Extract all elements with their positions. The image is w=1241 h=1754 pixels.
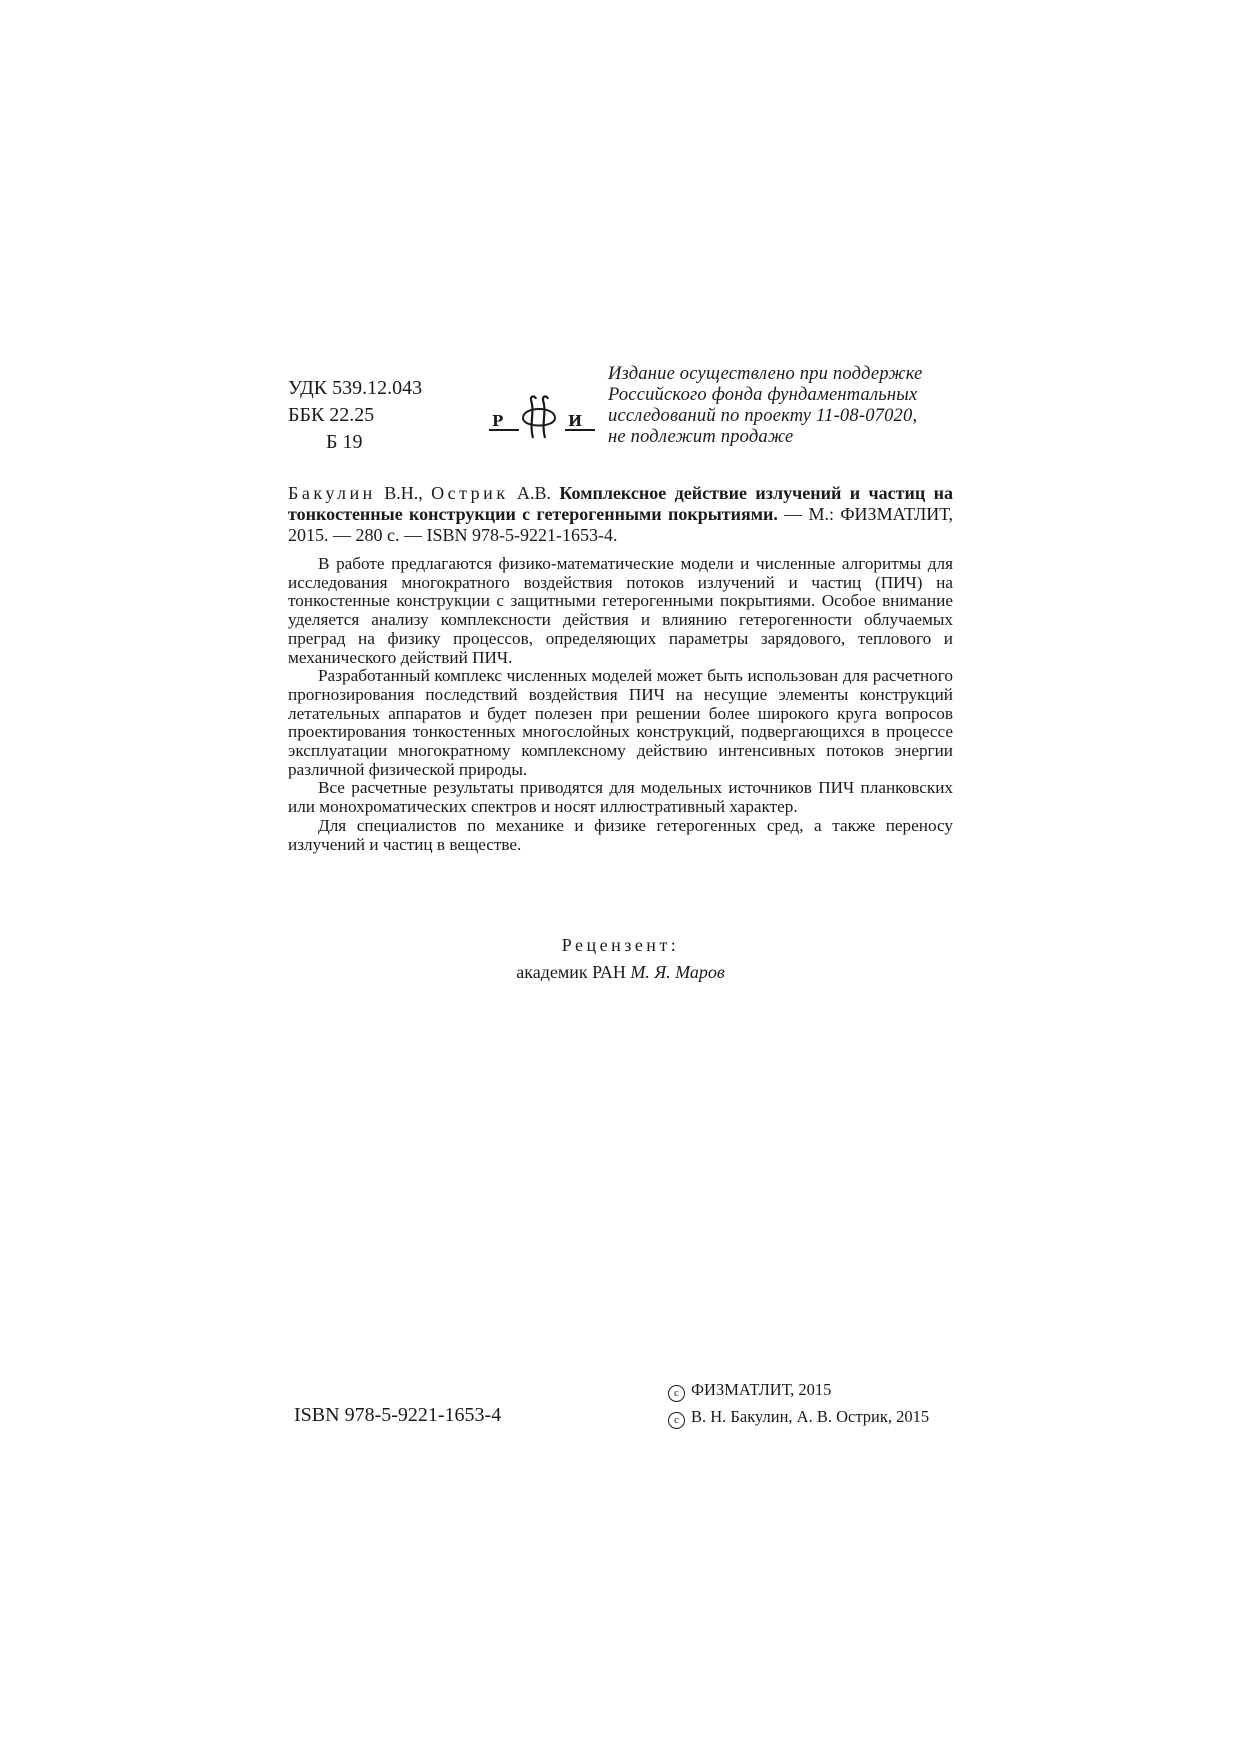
copyright-line xyxy=(668,1403,929,1430)
support-note-line: не подлежит продаже xyxy=(608,427,794,447)
isbn: ISBN 978-5-9221-1653-4 xyxy=(294,1404,502,1426)
rffi-logo-icon xyxy=(489,394,595,442)
reviewer-title: академик РАН xyxy=(516,962,626,982)
book-title: Комплексное действие излучений и частиц на тонкостенные конструкции с гетерогенными покрытиями. xyxy=(288,483,954,524)
logo-letter-right: И xyxy=(568,412,583,430)
author-1-surname: Бакулин xyxy=(288,483,376,503)
reviewer-block xyxy=(288,932,953,986)
abstract-paragraph: Все расчетные результаты приводятся для модельных источников ПИЧ планковских или монохроматических спектров и носят иллюстративный характер. xyxy=(288,778,953,817)
reviewer-line xyxy=(288,959,953,986)
imprint: — М.: ФИЗМАТЛИТ, 2015. — 280 с. — ISBN 978-5-9221-1653-4. xyxy=(288,504,953,545)
author-1-initials: В.Н., xyxy=(384,483,423,503)
author-2-initials: А.В. xyxy=(516,483,551,503)
copyright-authors: В. Н. Бакулин, А. В. Острик, 2015 xyxy=(691,1407,930,1426)
support-note xyxy=(608,364,953,448)
bbk-code: ББК 22.25 xyxy=(288,404,375,426)
reviewer-label: Рецензент: xyxy=(561,935,680,955)
reviewer-name: М. Я. Маров xyxy=(630,962,725,982)
copyright-publisher: ФИЗМАТЛИТ, 2015 xyxy=(691,1380,832,1399)
copyright-line xyxy=(668,1376,929,1403)
support-note-line: исследований по проекту 11-08-07020, xyxy=(608,406,918,426)
abstract-paragraph: В работе предлагаются физико-математические модели и численные алгоритмы для исследования многократного воздействия потоков излучений и частиц (ПИЧ) на тонкостенные конструкции с защитными гетерогенными покрытиями. Особое внимание уделяется анализу комплексности действия и влиянию гетерогенности облучаемых преград на физику процессов, определяющих параметры зарядового, теплового и механического действий ПИЧ. xyxy=(288,554,953,667)
logo-letter-left: Р xyxy=(492,412,504,430)
rffi-logo xyxy=(489,394,595,442)
abstract xyxy=(288,555,953,854)
copyright-icon: c xyxy=(668,1385,685,1402)
copyright-icon: c xyxy=(668,1412,685,1429)
support-note-line: Российского фонда фундаментальных xyxy=(608,385,918,405)
copyright-block xyxy=(668,1376,929,1430)
author-2-surname: Острик xyxy=(431,483,509,503)
abstract-paragraph: Для специалистов по механике и физике гетерогенных сред, а также переносу излучений и частиц в веществе. xyxy=(288,815,953,854)
abstract-paragraph: Разработанный комплекс численных моделей может быть использован для расчетного прогнозирования последствий воздействия ПИЧ на несущие элементы конструкций летательных аппаратов и будет полезен при решении более широкого круга вопросов проектирования тонкостенных многослойных конструкций, подвергающихся в процессе эксплуатации многократному комплексному действию интенсивных потоков энергии различной физической природы. xyxy=(288,666,953,779)
author-mark: Б 19 xyxy=(326,431,363,453)
bibliographic-citation xyxy=(288,483,953,546)
classification-block xyxy=(288,375,422,456)
udk-code: УДК 539.12.043 xyxy=(288,377,423,399)
support-note-line: Издание осуществлено при поддержке xyxy=(608,364,923,384)
